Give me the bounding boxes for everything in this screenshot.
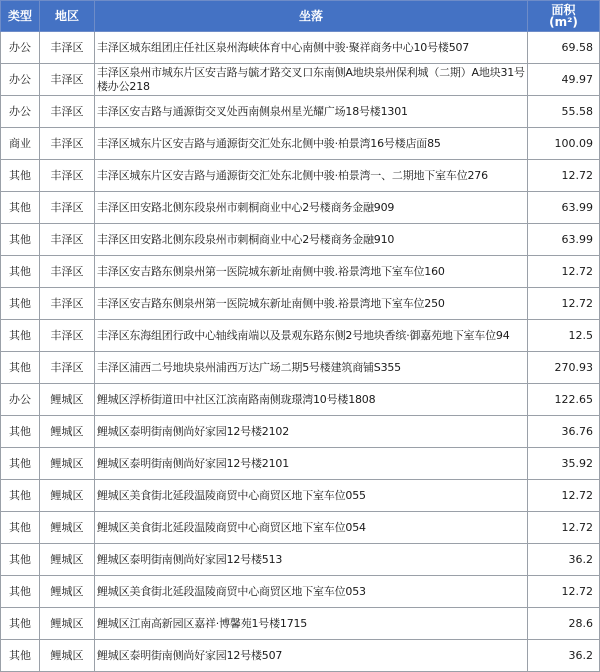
cell-type: 其他: [1, 352, 40, 384]
cell-area: 丰泽区: [40, 32, 95, 64]
cell-size: 12.72: [528, 160, 600, 192]
cell-location: 丰泽区城东片区安吉路与通源街交汇处东北侧中骏·柏景湾16号楼店面85: [95, 128, 528, 160]
cell-size: 12.5: [528, 320, 600, 352]
cell-area: 鲤城区: [40, 640, 95, 672]
header-location: 坐落: [95, 1, 528, 32]
table-row: [1, 384, 600, 416]
table-row: [1, 448, 600, 480]
cell-location: 丰泽区泉州市城东片区安吉路与毓才路交叉口东南侧A地块泉州保利城（二期）A地块31号楼办公218: [95, 64, 528, 96]
table-row: [1, 192, 600, 224]
cell-location: 鲤城区江南高新园区嘉祥·博馨苑1号楼1715: [95, 608, 528, 640]
cell-type: 其他: [1, 608, 40, 640]
cell-size: 49.97: [528, 64, 600, 96]
table-row: [1, 160, 600, 192]
cell-size: 55.58: [528, 96, 600, 128]
header-type: 类型: [1, 1, 40, 32]
cell-size: 100.09: [528, 128, 600, 160]
cell-area: 鲤城区: [40, 544, 95, 576]
table-row: [1, 320, 600, 352]
cell-size: 35.92: [528, 448, 600, 480]
cell-area: 丰泽区: [40, 160, 95, 192]
cell-location: 丰泽区浦西二号地块泉州浦西万达广场二期5号楼建筑商铺S355: [95, 352, 528, 384]
cell-area: 丰泽区: [40, 192, 95, 224]
table-row: [1, 608, 600, 640]
table-row: [1, 32, 600, 64]
cell-location: 鲤城区泰明街南侧尚好家园12号楼513: [95, 544, 528, 576]
cell-size: 270.93: [528, 352, 600, 384]
cell-location: 丰泽区安吉路东侧泉州第一医院城东新址南侧中骏.裕景湾地下室车位250: [95, 288, 528, 320]
cell-type: 其他: [1, 160, 40, 192]
cell-type: 办公: [1, 64, 40, 96]
cell-type: 其他: [1, 192, 40, 224]
cell-location: 鲤城区泰明街南侧尚好家园12号楼2101: [95, 448, 528, 480]
table-row: [1, 288, 600, 320]
cell-location: 丰泽区城东片区安吉路与通源街交汇处东北侧中骏·柏景湾一、二期地下室车位276: [95, 160, 528, 192]
cell-area: 鲤城区: [40, 608, 95, 640]
cell-size: 63.99: [528, 192, 600, 224]
cell-location: 鲤城区浮桥街道田中社区江滨南路南侧珑璟湾10号楼1808: [95, 384, 528, 416]
cell-area: 鲤城区: [40, 384, 95, 416]
cell-size: 12.72: [528, 512, 600, 544]
cell-location: 丰泽区田安路北侧东段泉州市刺桐商业中心2号楼商务金融909: [95, 192, 528, 224]
cell-type: 其他: [1, 256, 40, 288]
cell-size: 12.72: [528, 576, 600, 608]
cell-location: 鲤城区泰明街南侧尚好家园12号楼2102: [95, 416, 528, 448]
cell-type: 其他: [1, 320, 40, 352]
cell-size: 36.2: [528, 544, 600, 576]
cell-area: 丰泽区: [40, 288, 95, 320]
cell-type: 其他: [1, 416, 40, 448]
header-size: [528, 1, 600, 32]
cell-location: 鲤城区泰明街南侧尚好家园12号楼507: [95, 640, 528, 672]
table-row: [1, 128, 600, 160]
cell-area: 丰泽区: [40, 256, 95, 288]
header-size-line1: 面积: [551, 3, 576, 17]
table-row: [1, 416, 600, 448]
cell-area: 鲤城区: [40, 416, 95, 448]
cell-type: 其他: [1, 224, 40, 256]
cell-location: 鲤城区美食街北延段温陵商贸中心商贸区地下室车位055: [95, 480, 528, 512]
table-row: [1, 64, 600, 96]
cell-type: 办公: [1, 32, 40, 64]
table-row: [1, 544, 600, 576]
cell-size: 28.6: [528, 608, 600, 640]
cell-area: 鲤城区: [40, 480, 95, 512]
cell-type: 商业: [1, 128, 40, 160]
cell-type: 其他: [1, 288, 40, 320]
cell-location: 丰泽区田安路北侧东段泉州市刺桐商业中心2号楼商务金融910: [95, 224, 528, 256]
cell-area: 鲤城区: [40, 512, 95, 544]
table-row: [1, 512, 600, 544]
cell-type: 其他: [1, 512, 40, 544]
cell-area: 鲤城区: [40, 448, 95, 480]
header-row: [1, 1, 600, 32]
header-size-line2: (m²): [549, 15, 578, 29]
cell-size: 122.65: [528, 384, 600, 416]
cell-location: 鲤城区美食街北延段温陵商贸中心商贸区地下室车位053: [95, 576, 528, 608]
cell-location: 丰泽区安吉路东侧泉州第一医院城东新址南侧中骏.裕景湾地下室车位160: [95, 256, 528, 288]
cell-location: 鲤城区美食街北延段温陵商贸中心商贸区地下室车位054: [95, 512, 528, 544]
cell-location: 丰泽区东海组团行政中心轴线南端以及景观东路东侧2号地块香缤·御嘉苑地下室车位94: [95, 320, 528, 352]
cell-size: 12.72: [528, 480, 600, 512]
cell-location: 丰泽区城东组团庄任社区泉州海峡体育中心南侧中骏·聚祥商务中心10号楼507: [95, 32, 528, 64]
cell-type: 其他: [1, 576, 40, 608]
cell-type: 其他: [1, 448, 40, 480]
cell-size: 69.58: [528, 32, 600, 64]
cell-type: 办公: [1, 384, 40, 416]
cell-size: 12.72: [528, 256, 600, 288]
cell-area: 鲤城区: [40, 576, 95, 608]
header-area: 地区: [40, 1, 95, 32]
cell-area: 丰泽区: [40, 352, 95, 384]
cell-area: 丰泽区: [40, 64, 95, 96]
cell-type: 其他: [1, 544, 40, 576]
table-row: [1, 352, 600, 384]
table-row: [1, 480, 600, 512]
table-row: [1, 576, 600, 608]
cell-area: 丰泽区: [40, 96, 95, 128]
table-row: [1, 256, 600, 288]
table-row: [1, 640, 600, 672]
cell-area: 丰泽区: [40, 128, 95, 160]
cell-type: 办公: [1, 96, 40, 128]
cell-area: 丰泽区: [40, 224, 95, 256]
cell-type: 其他: [1, 480, 40, 512]
cell-type: 其他: [1, 640, 40, 672]
table-row: [1, 224, 600, 256]
cell-location: 丰泽区安吉路与通源街交叉处西南侧泉州星光耀广场18号楼1301: [95, 96, 528, 128]
table-row: [1, 96, 600, 128]
cell-size: 12.72: [528, 288, 600, 320]
cell-size: 36.2: [528, 640, 600, 672]
cell-size: 63.99: [528, 224, 600, 256]
cell-area: 丰泽区: [40, 320, 95, 352]
cell-size: 36.76: [528, 416, 600, 448]
